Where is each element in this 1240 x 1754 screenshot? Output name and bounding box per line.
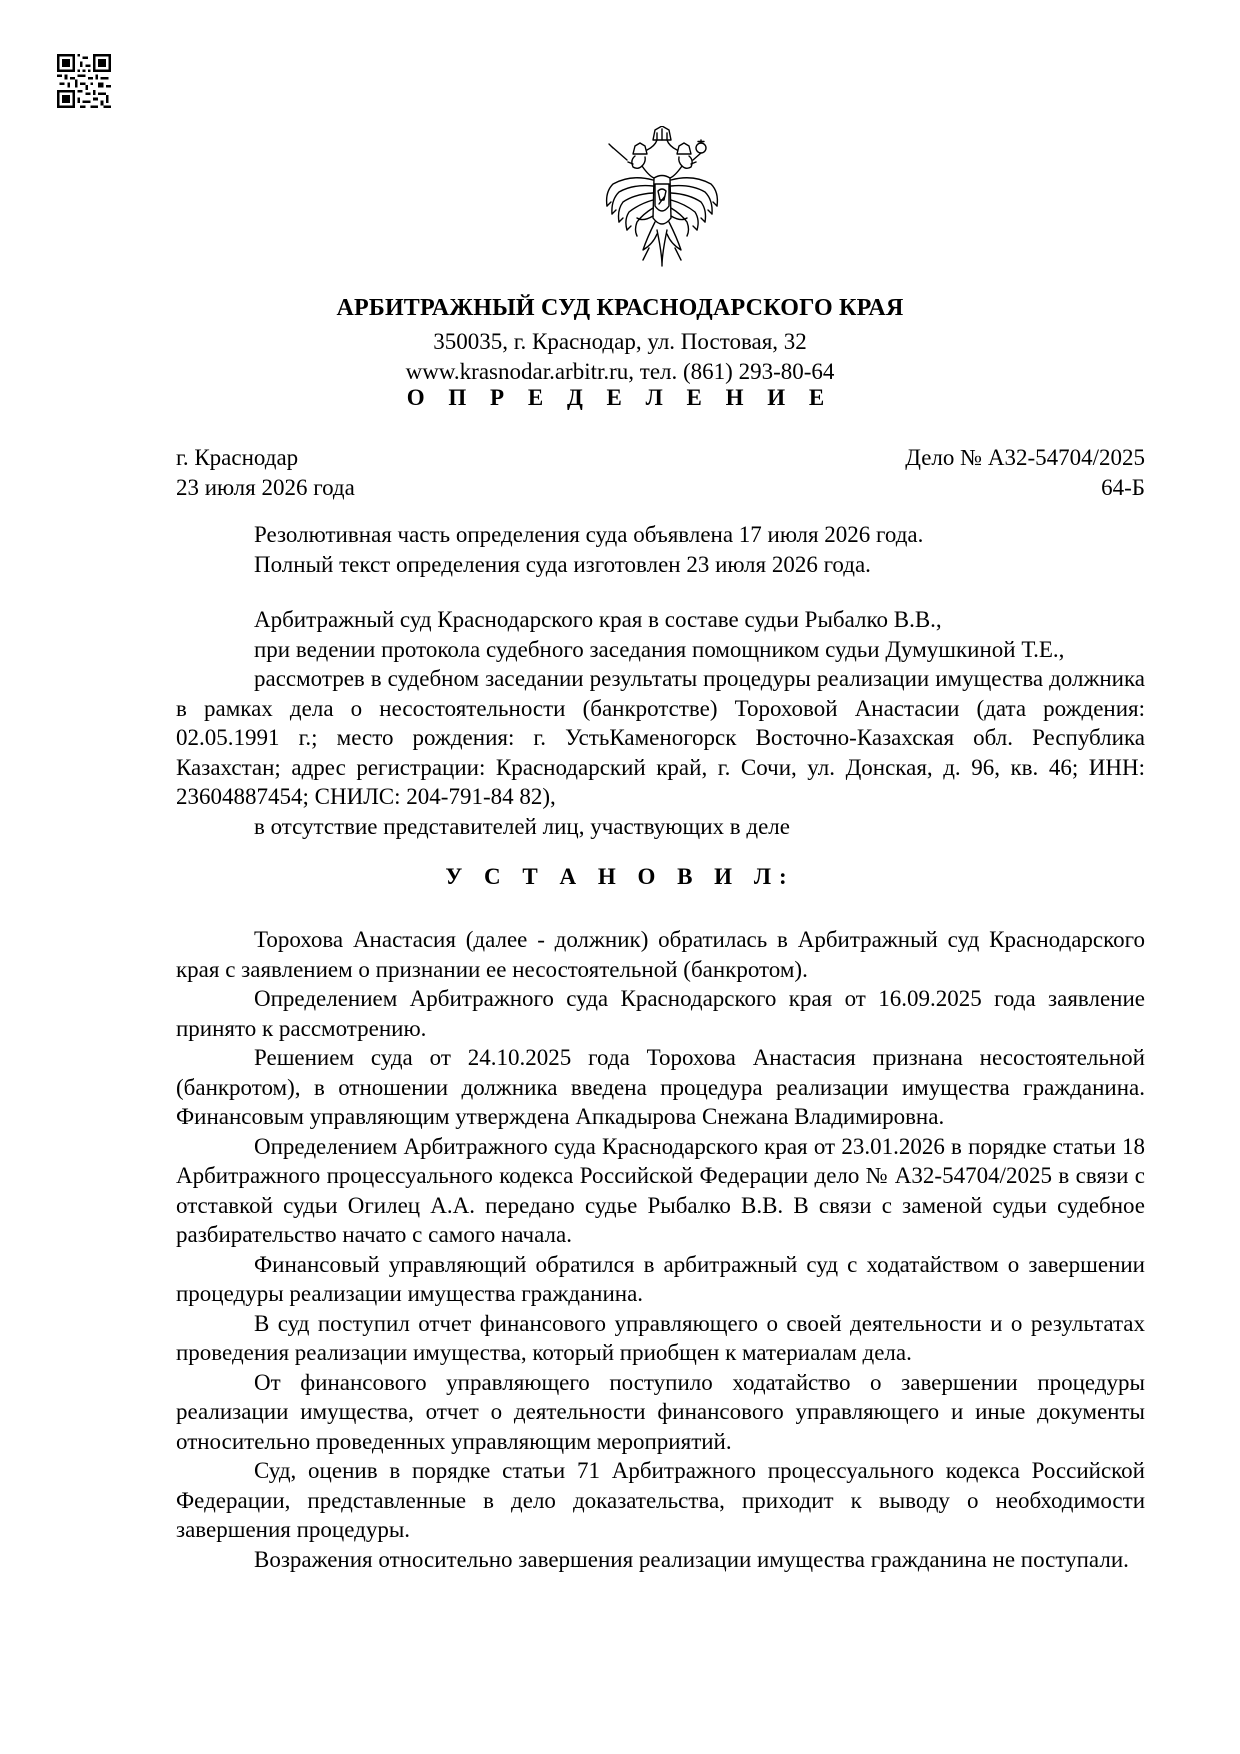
meta-right	[905, 443, 1145, 503]
section-title-established: У С Т А Н О В И Л:	[445, 864, 795, 889]
document-type-title: О П Р Е Д Е Л Е Н И Е	[406, 385, 834, 410]
body-paragraph: Финансовый управляющий обратился в арбитражный суд с ходатайством о завершении процедуры реализации имущества гражданина.	[176, 1251, 1145, 1306]
body-paragraph: Решением суда от 24.10.2025 года Торохова Анастасия признана несостоятельной (банкротом), в отношении должника введена процедура реализации имущества гражданина. Финансовым управляющим утверждена Апкадырова Снежана Владимировна.	[176, 1045, 1145, 1129]
preamble-subject: рассмотрев в судебном заседании результаты процедуры реализации имущества должника в рамках дела о несостоятельности (банкротстве) Тороховой Анастасии (дата рождения: 02.05.1991 г.; место рождения: г. УстьКаменогорск Восточно-Казахская обл. Республика Казахстан; адрес регистрации: Краснодарский край, г. Сочи, ул. Донская, д. 96, кв. 46; ИНН: 23604887454; СНИЛС: 204-791-84 82),	[176, 666, 1145, 809]
body-paragraph: Торохова Анастасия (далее - должник) обратилась в Арбитражный суд Краснодарского края с заявлением о признании ее несостоятельной (банкротом).	[176, 927, 1145, 982]
body-paragraph: Определением Арбитражного суда Краснодарского края от 16.09.2025 года заявление принято к рассмотрению.	[176, 986, 1145, 1041]
body-block	[176, 925, 1145, 1574]
intro-block	[176, 520, 1145, 579]
qr-code-icon	[57, 54, 111, 108]
meta-left	[176, 443, 355, 503]
full-text-made: Полный текст определения суда изготовлен 23 июля 2026 года.	[254, 551, 871, 577]
case-number: Дело № А32-54704/2025	[905, 445, 1145, 470]
case-code: 64-Б	[1101, 475, 1145, 500]
court-name: АРБИТРАЖНЫЙ СУД КРАСНОДАРСКОГО КРАЯ	[336, 295, 904, 321]
court-contacts: www.krasnodar.arbitr.ru, тел. (861) 293-80-64	[405, 359, 835, 384]
coat-of-arms-emblem	[597, 126, 727, 276]
body-paragraph: Возражения относительно завершения реализации имущества гражданина не поступали.	[254, 1546, 1129, 1572]
preamble-absence: в отсутствие представителей лиц, участвующих в деле	[254, 813, 790, 839]
body-paragraph: Определением Арбитражного суда Краснодарского края от 23.01.2026 в порядке статьи 18 Арбитражного процессуального кодекса Российской Федерации дело № А32-54704/2025 в связи с отставкой судьи Огилец А.А. передано судье Рыбалко В.В. В связи с заменой судьи судебное разбирательство начато с самого начала.	[176, 1133, 1145, 1247]
preamble-block	[176, 605, 1145, 841]
body-paragraph: Суд, оценив в порядке статьи 71 Арбитражного процессуального кодекса Российской Федерации, представленные в дело доказательства, приходит к выводу о необходимости завершения процедуры.	[176, 1458, 1145, 1542]
body-paragraph: В суд поступил отчет финансового управляющего о своей деятельности и о результатах проведения реализации имущества, который приобщен к материалам дела.	[176, 1310, 1145, 1365]
preamble-secretary: при ведении протокола судебного заседания помощником судьи Думушкиной Т.Е.,	[254, 636, 1065, 662]
preamble-court: Арбитражный суд Краснодарского края в составе судьи Рыбалко В.В.,	[254, 607, 942, 632]
court-address: 350035, г. Краснодар, ул. Постовая, 32	[433, 329, 807, 354]
document-date: 23 июля 2026 года	[176, 475, 355, 500]
city: г. Краснодар	[176, 445, 299, 470]
body-paragraph: От финансового управляющего поступило ходатайство о завершении процедуры реализации имущества, отчет о деятельности финансового управляющего и иные документы относительно проведенных управляющим мероприятий.	[176, 1369, 1145, 1454]
resolution-announced: Резолютивная часть определения суда объявлена 17 июля 2026 года.	[254, 522, 924, 547]
